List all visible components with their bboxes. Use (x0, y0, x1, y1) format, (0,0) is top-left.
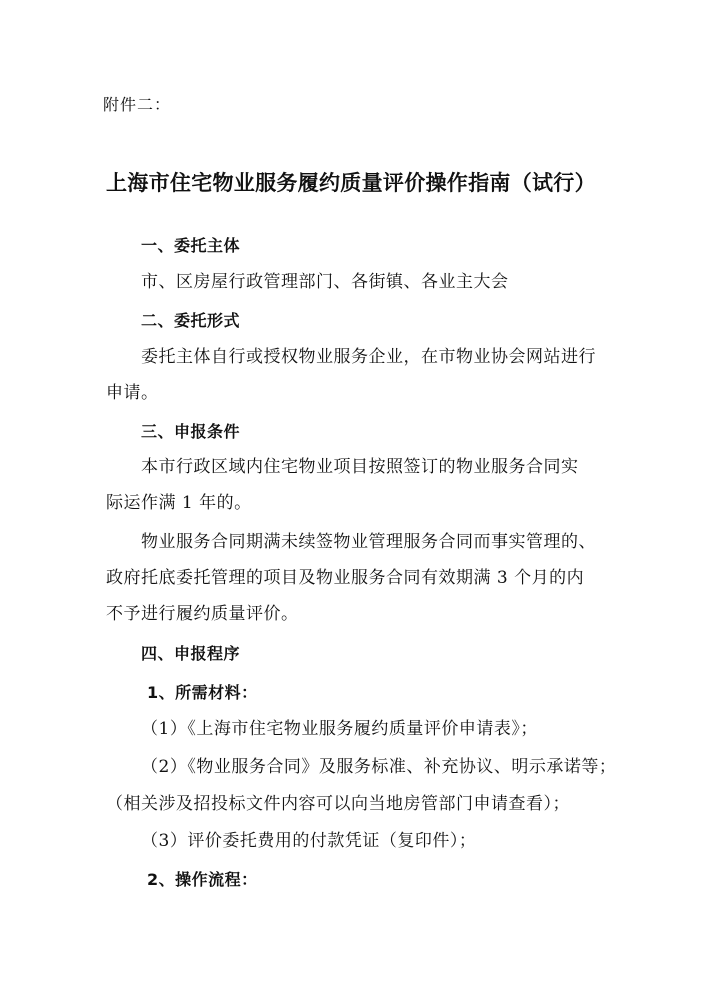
section-heading-entrusting-party: 一、委托主体 (141, 236, 241, 255)
section-heading-application-procedure: 四、申报程序 (141, 644, 241, 663)
subsection-heading-materials: 1、所需材料： (147, 683, 258, 702)
section-text: 政府托底委托管理的项目及物业服务合同有效期满 3 个月的内 (106, 568, 585, 588)
material-item: （1）《上海市住宅物业服务履约质量评价申请表》； (141, 719, 538, 739)
section-text: 不予进行履约质量评价。 (106, 604, 299, 624)
material-item: （3）评价委托费用的付款凭证（复印件）； (141, 831, 477, 851)
section-text: 申请。 (106, 383, 159, 403)
material-note: （相关涉及招投标文件内容可以向当地房管部门申请查看）； (106, 794, 570, 814)
section-heading-application-conditions: 三、申报条件 (141, 422, 241, 441)
section-text: 市、区房屋行政管理部门、各街镇、各业主大会 (141, 272, 509, 292)
section-text: 际运作满 1 年的。 (106, 493, 252, 513)
subsection-heading-process: 2、操作流程： (147, 870, 258, 889)
material-item: （2）《物业服务合同》及服务标准、补充协议、明示承诺等； (141, 757, 617, 777)
document-title: 上海市住宅物业服务履约质量评价操作指南（试行） (106, 171, 596, 195)
section-text: 委托主体自行或授权物业服务企业，在市物业协会网站进行 (141, 347, 596, 367)
attachment-label: 附件二： (103, 95, 172, 114)
section-text: 物业服务合同期满未续签物业管理服务合同而事实管理的、 (141, 532, 596, 552)
section-text: 本市行政区域内住宅物业项目按照签订的物业服务合同实 (141, 457, 579, 477)
section-heading-entrust-form: 二、委托形式 (141, 311, 241, 330)
